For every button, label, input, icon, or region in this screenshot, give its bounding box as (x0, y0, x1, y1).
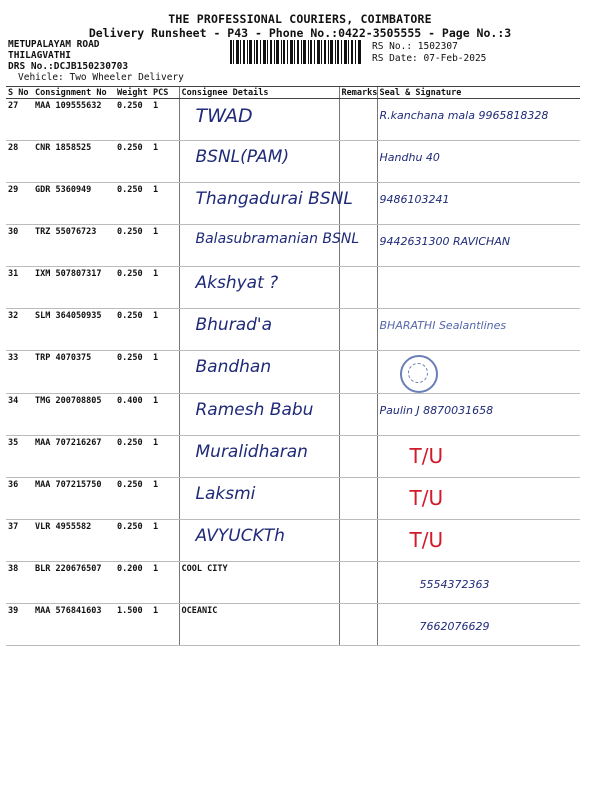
col-pcs: PCS (151, 87, 179, 99)
consignee-handwriting: Muralidharan (195, 442, 308, 462)
address-line-2: THILAGVATHI (8, 50, 71, 61)
consignee-printed: COOL CITY (181, 564, 228, 574)
consignee-handwriting: Thangadurai BSNL (195, 189, 353, 209)
runsheet-table (6, 86, 580, 646)
cell-sno: 33 (6, 351, 33, 394)
cell-pcs: 1 (151, 478, 179, 520)
cell-consignment: MAA 707215750 (33, 478, 115, 520)
cell-weight: 0.250 (115, 183, 151, 225)
cell-remarks (339, 99, 377, 141)
tu-mark: T/U (409, 444, 444, 468)
signature-handwriting: 5554372363 (419, 578, 490, 591)
table-row (6, 394, 580, 436)
table-row (6, 478, 580, 520)
cell-weight: 0.250 (115, 520, 151, 562)
cell-weight: 0.200 (115, 562, 151, 604)
cell-signature (377, 225, 580, 267)
table-row (6, 351, 580, 394)
cell-signature (377, 183, 580, 225)
col-consignee: Consignee Details (179, 87, 339, 99)
consignee-printed: OCEANIC (181, 606, 218, 616)
signature-handwriting: R.kanchana mala 9965818328 (379, 109, 549, 122)
cell-consignment: TMG 200708805 (33, 394, 115, 436)
consignee-handwriting: Bandhan (195, 357, 272, 377)
cell-consignment: MAA 707216267 (33, 436, 115, 478)
cell-consignee (179, 141, 339, 183)
cell-signature (377, 309, 580, 351)
consignee-handwriting: Akshyat ? (195, 273, 279, 293)
cell-signature (377, 351, 580, 394)
consignee-handwriting: Laksmi (195, 484, 256, 504)
cell-consignee (179, 604, 339, 646)
cell-sno: 27 (6, 99, 33, 141)
cell-pcs: 1 (151, 604, 179, 646)
cell-weight: 0.250 (115, 351, 151, 394)
cell-consignment: MAA 576841603 (33, 604, 115, 646)
cell-weight: 0.250 (115, 309, 151, 351)
drs-number: DRS No.:DCJB150230703 (8, 61, 129, 72)
rs-number: RS No.: 1502307 (372, 41, 458, 52)
cell-consignment: MAA 109555632 (33, 99, 115, 141)
cell-weight: 1.500 (115, 604, 151, 646)
barcode-icon (230, 40, 362, 64)
cell-pcs: 1 (151, 520, 179, 562)
consignee-handwriting: AVYUCKTh (195, 526, 285, 546)
signature-handwriting: Paulin J 8870031658 (379, 404, 494, 417)
col-remarks: Remarks (339, 87, 377, 99)
cell-consignee (179, 351, 339, 394)
cell-sno: 30 (6, 225, 33, 267)
cell-remarks (339, 520, 377, 562)
cell-weight: 0.250 (115, 141, 151, 183)
cell-remarks (339, 562, 377, 604)
tu-mark: T/U (409, 486, 444, 510)
rs-date: RS Date: 07-Feb-2025 (372, 53, 487, 64)
cell-pcs: 1 (151, 394, 179, 436)
cell-consignee (179, 562, 339, 604)
cell-consignee (179, 225, 360, 267)
cell-remarks (339, 267, 377, 309)
cell-consignee (179, 267, 339, 309)
cell-remarks (339, 351, 377, 394)
consignee-handwriting: TWAD (195, 105, 253, 127)
cell-weight: 0.250 (115, 436, 151, 478)
table-row (6, 183, 580, 225)
table-row (6, 225, 580, 267)
cell-consignee (179, 436, 339, 478)
table-row (6, 562, 580, 604)
table-row (6, 267, 580, 309)
table-row (6, 141, 580, 183)
table-row (6, 309, 580, 351)
cell-weight: 0.250 (115, 99, 151, 141)
cell-pcs: 1 (151, 562, 179, 604)
cell-remarks (339, 394, 377, 436)
cell-consignee (179, 183, 353, 225)
cell-consignment: CNR 1858525 (33, 141, 115, 183)
cell-consignee (179, 309, 339, 351)
signature-handwriting: 9486103241 (379, 193, 450, 206)
cell-sno: 28 (6, 141, 33, 183)
cell-sno: 34 (6, 394, 33, 436)
vehicle-info: Vehicle: Two Wheeler Delivery (18, 72, 184, 83)
cell-pcs: 1 (151, 309, 179, 351)
cell-consignment: GDR 5360949 (33, 183, 115, 225)
runsheet-subtitle: Delivery Runsheet - P43 - Phone No.:0422-3505555 - Page No.:3 (88, 26, 512, 40)
col-sno: S No (6, 87, 33, 99)
cell-sno: 37 (6, 520, 33, 562)
consignee-handwriting: BSNL(PAM) (195, 147, 290, 167)
cell-consignment: BLR 220676507 (33, 562, 115, 604)
cell-consignee (179, 520, 339, 562)
table-row (6, 436, 580, 478)
cell-signature (377, 267, 580, 309)
cell-signature (377, 99, 580, 141)
cell-remarks (339, 478, 377, 520)
seal-stamp-icon (400, 355, 438, 393)
cell-consignee (179, 394, 339, 436)
cell-weight: 0.250 (115, 478, 151, 520)
cell-signature (377, 436, 580, 478)
signature-handwriting: 7662076629 (419, 620, 490, 633)
cell-weight: 0.250 (115, 225, 151, 267)
signature-handwriting: Handhu 40 (379, 151, 440, 164)
cell-sno: 35 (6, 436, 33, 478)
cell-signature (377, 520, 580, 562)
signature-handwriting: 9442631300 RAVICHAN (379, 235, 511, 248)
cell-sno: 38 (6, 562, 33, 604)
cell-signature (377, 394, 580, 436)
seal-stamp: BHARATHI Sealantlines (379, 319, 507, 332)
cell-consignment: TRZ 55076723 (33, 225, 115, 267)
cell-remarks (339, 604, 377, 646)
cell-remarks (339, 309, 377, 351)
cell-sno: 36 (6, 478, 33, 520)
consignee-handwriting: Balasubramanian BSNL (195, 231, 360, 247)
cell-sno: 31 (6, 267, 33, 309)
cell-signature (377, 562, 580, 604)
cell-pcs: 1 (151, 351, 179, 394)
cell-consignee (179, 478, 339, 520)
col-signature: Seal & Signature (377, 87, 580, 99)
address-line-1: METUPALAYAM ROAD (8, 39, 100, 50)
cell-pcs: 1 (151, 183, 179, 225)
tu-mark: T/U (409, 528, 444, 552)
cell-pcs: 1 (151, 436, 179, 478)
cell-consignment: IXM 507807317 (33, 267, 115, 309)
cell-weight: 0.250 (115, 267, 151, 309)
cell-signature (377, 604, 580, 646)
col-consignment: Consignment No (33, 87, 115, 99)
cell-pcs: 1 (151, 225, 179, 267)
table-row (6, 604, 580, 646)
cell-sno: 39 (6, 604, 33, 646)
cell-consignment: SLM 364050935 (33, 309, 115, 351)
col-weight: Weight (115, 87, 151, 99)
table-header-row (6, 87, 580, 99)
cell-consignee (179, 99, 339, 141)
cell-pcs: 1 (151, 267, 179, 309)
cell-signature (377, 478, 580, 520)
cell-consignment: VLR 4955582 (33, 520, 115, 562)
cell-weight: 0.400 (115, 394, 151, 436)
cell-pcs: 1 (151, 99, 179, 141)
table-row (6, 99, 580, 141)
cell-signature (377, 141, 580, 183)
consignee-handwriting: Ramesh Babu (195, 400, 314, 420)
cell-sno: 32 (6, 309, 33, 351)
runsheet-title: THE PROFESSIONAL COURIERS, COIMBATORE (168, 12, 432, 26)
cell-sno: 29 (6, 183, 33, 225)
table-row (6, 520, 580, 562)
cell-consignment: TRP 4070375 (33, 351, 115, 394)
cell-pcs: 1 (151, 141, 179, 183)
consignee-handwriting: Bhurad'a (195, 315, 272, 335)
cell-remarks (339, 436, 377, 478)
cell-remarks (339, 141, 377, 183)
